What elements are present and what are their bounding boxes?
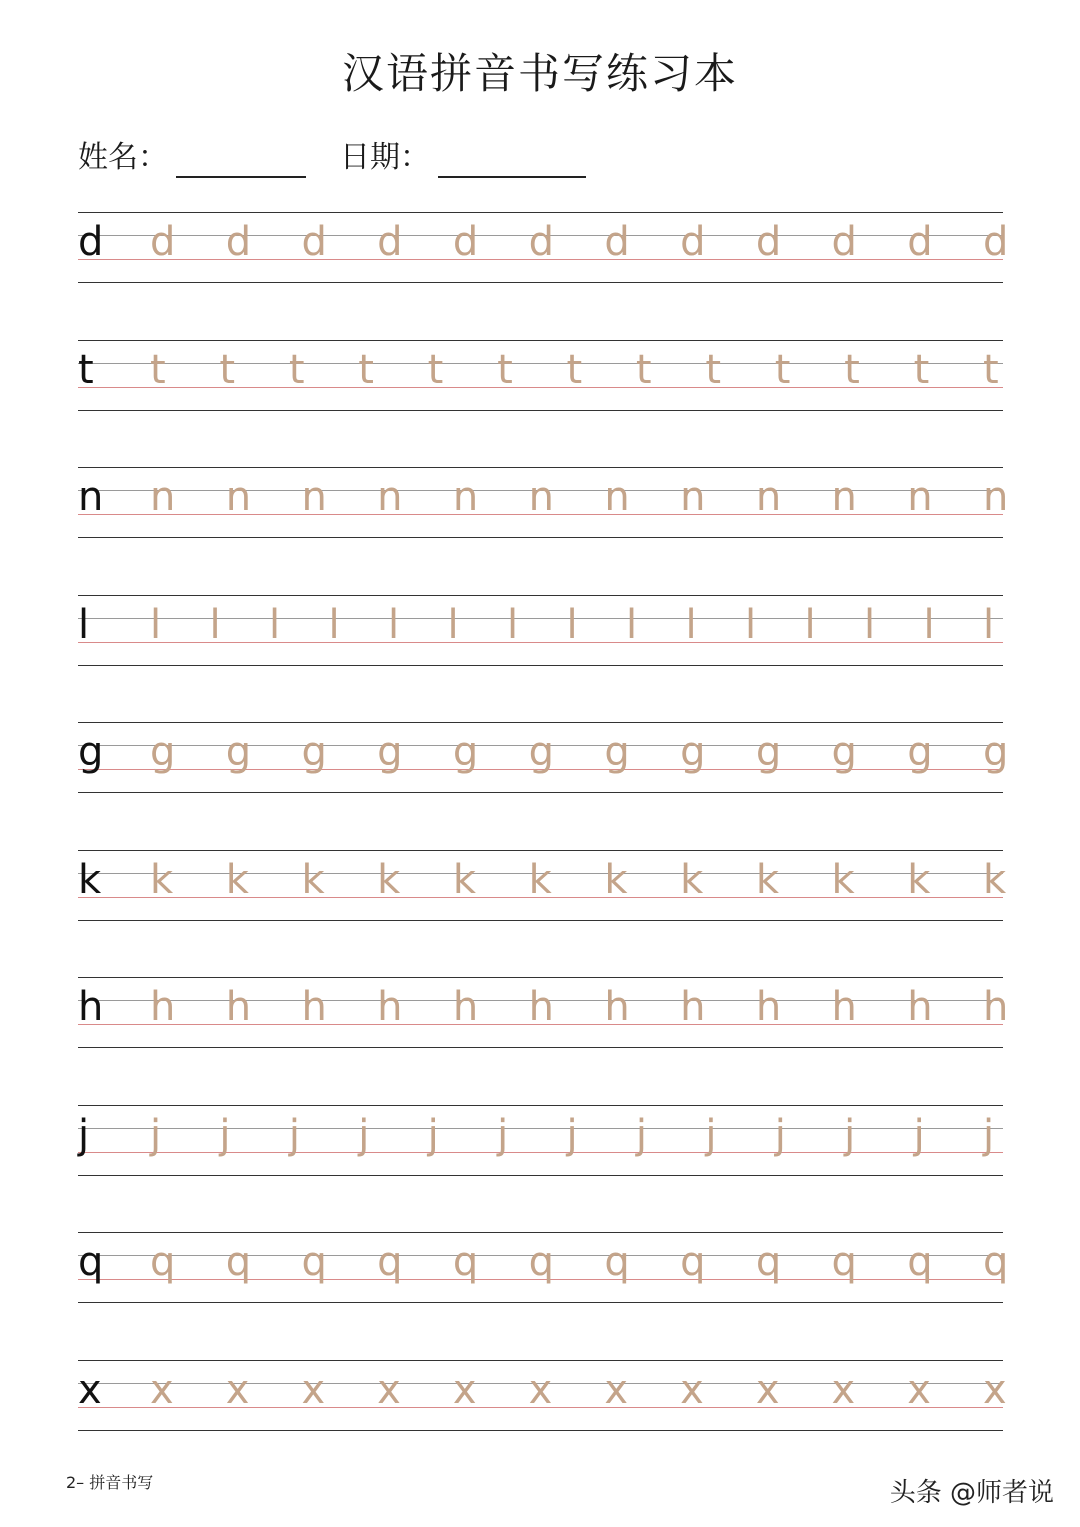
trace-letter[interactable]: t (497, 346, 513, 393)
trace-letter[interactable]: x (983, 1366, 1007, 1413)
guide-line-bot (78, 920, 1003, 921)
trace-letter[interactable]: d (452, 219, 479, 265)
guide-line-bot (78, 1302, 1003, 1303)
guide-line-top (78, 850, 1003, 851)
trace-letter[interactable]: x (528, 1366, 553, 1413)
trace-letter[interactable]: l (566, 601, 578, 648)
guide-line-top (78, 595, 1003, 596)
guide-line-bot (78, 1047, 1003, 1048)
trace-letter[interactable]: h (831, 984, 857, 1030)
trace-letter[interactable]: l (388, 601, 400, 648)
trace-letter[interactable]: k (604, 856, 628, 903)
guide-line-top (78, 722, 1003, 723)
trace-letter[interactable]: x (301, 1366, 326, 1413)
guide-line-top (78, 1232, 1003, 1233)
trace-letter[interactable]: t (635, 346, 652, 393)
practice-row-j (78, 1105, 1003, 1177)
trace-letter[interactable]: j (913, 1111, 925, 1158)
trace-letter[interactable]: k (301, 856, 325, 903)
trace-letter[interactable]: q (907, 1239, 933, 1285)
trace-letter[interactable]: d (755, 219, 782, 265)
trace-letter[interactable]: q (301, 1239, 327, 1285)
guide-line-top (78, 1360, 1003, 1361)
trace-letter[interactable]: l (209, 601, 221, 648)
guide-line-base (78, 1152, 1003, 1153)
trace-letter[interactable]: d (528, 219, 555, 265)
trace-letter[interactable]: h (150, 984, 176, 1030)
trace-letter[interactable]: k (983, 856, 1007, 903)
practice-row-h (78, 977, 1009, 1049)
trace-letter[interactable]: g (604, 729, 630, 775)
trace-letter[interactable]: h (604, 984, 630, 1030)
trace-letter[interactable]: k (831, 856, 855, 903)
trace-letter[interactable]: n (377, 474, 403, 520)
trace-letter[interactable]: d (225, 219, 252, 265)
trace-letter[interactable]: x (225, 1366, 250, 1413)
trace-letter[interactable]: d (680, 219, 706, 265)
trace-letter[interactable]: g (377, 729, 403, 775)
trace-letter[interactable]: d (907, 219, 933, 265)
guide-line-bot (78, 282, 1003, 283)
trace-letter[interactable]: j (219, 1111, 231, 1158)
trace-letter[interactable]: g (983, 729, 1009, 775)
trace-letter[interactable]: n (755, 474, 782, 520)
trace-letter[interactable]: k (755, 856, 779, 903)
trace-letter[interactable]: h (983, 984, 1009, 1030)
model-letter: x (78, 1366, 102, 1413)
trace-letter[interactable]: h (452, 984, 479, 1030)
trace-letter[interactable]: d (301, 219, 327, 265)
trace-letter[interactable]: x (452, 1366, 477, 1413)
trace-letter[interactable]: x (150, 1366, 174, 1413)
trace-letter[interactable]: l (923, 601, 935, 648)
trace-letter[interactable]: g (907, 729, 933, 775)
trace-letter[interactable]: q (528, 1239, 555, 1285)
trace-letter[interactable]: q (755, 1239, 782, 1285)
trace-letter[interactable]: t (705, 346, 722, 393)
trace-letter[interactable]: t (774, 346, 791, 393)
trace-letter[interactable]: j (288, 1111, 300, 1158)
trace-letter[interactable]: l (507, 601, 519, 648)
date-blank[interactable] (438, 148, 586, 178)
model-letter: g (78, 729, 104, 775)
guide-line-top (78, 977, 1003, 978)
guide-line-top (78, 212, 1003, 213)
trace-letter[interactable]: l (804, 601, 816, 648)
trace-letter[interactable]: h (301, 984, 327, 1030)
trace-letter[interactable]: l (983, 601, 995, 648)
date-field (340, 138, 586, 178)
practice-row-d (78, 212, 1009, 284)
trace-letter[interactable]: h (755, 984, 782, 1030)
trace-letter[interactable]: x (755, 1366, 780, 1413)
trace-letter[interactable]: d (377, 219, 403, 265)
trace-letter[interactable]: x (831, 1366, 856, 1413)
watermark: 头条 @师者说 (889, 1478, 1054, 1508)
trace-letter[interactable]: d (604, 219, 630, 265)
guide-line-top (78, 467, 1003, 468)
trace-letter[interactable]: j (705, 1111, 717, 1158)
trace-letter[interactable]: n (680, 474, 706, 520)
model-letter: n (78, 474, 104, 520)
trace-letter[interactable]: k (907, 856, 931, 903)
practice-row-k (78, 850, 1007, 922)
trace-letter[interactable]: t (566, 346, 583, 393)
guide-line-bot (78, 1175, 1003, 1176)
model-letter: d (78, 219, 104, 265)
trace-letter[interactable]: q (604, 1239, 630, 1285)
trace-letter[interactable]: t (219, 346, 236, 393)
trace-letter[interactable]: n (528, 474, 554, 520)
trace-letter[interactable]: q (377, 1239, 403, 1285)
trace-letter[interactable]: j (774, 1111, 786, 1158)
trace-letter[interactable]: k (377, 856, 401, 903)
trace-letter[interactable]: l (447, 601, 459, 648)
trace-letter[interactable]: g (680, 729, 706, 775)
name-blank[interactable] (176, 148, 306, 178)
practice-row-g (78, 722, 1009, 794)
trace-letter[interactable]: g (831, 729, 857, 775)
guide-line-bot (78, 665, 1003, 666)
trace-letter[interactable]: k (528, 856, 552, 903)
page-title: 汉语拼音书写练习本 (341, 49, 738, 98)
model-letter: t (78, 346, 94, 393)
practice-row-t (78, 340, 1003, 412)
trace-letter[interactable]: t (983, 346, 999, 393)
guide-line-bot (78, 1430, 1003, 1431)
trace-letter[interactable]: n (452, 474, 479, 520)
practice-row-l (78, 595, 1003, 667)
date-label: 日期： (340, 140, 430, 175)
trace-letter[interactable]: x (680, 1366, 704, 1413)
model-letter: k (78, 856, 102, 903)
trace-letter[interactable]: k (452, 856, 477, 903)
trace-letter[interactable]: l (626, 601, 638, 648)
trace-letter[interactable]: q (452, 1239, 479, 1285)
trace-letter[interactable]: g (755, 729, 782, 775)
trace-letter[interactable]: k (150, 856, 174, 903)
trace-letter[interactable]: t (358, 346, 374, 393)
trace-letter[interactable]: n (983, 474, 1009, 520)
trace-letter[interactable]: n (604, 474, 630, 520)
trace-letter[interactable]: l (269, 601, 281, 648)
trace-letter[interactable]: g (452, 729, 479, 775)
trace-letter[interactable]: j (635, 1111, 648, 1158)
trace-letter[interactable]: q (831, 1239, 857, 1285)
trace-letter[interactable]: t (427, 346, 444, 393)
trace-letter[interactable]: x (377, 1366, 401, 1413)
guide-line-mid (78, 1128, 1003, 1129)
name-field (78, 138, 306, 178)
trace-letter[interactable]: n (225, 474, 252, 520)
trace-letter[interactable]: j (844, 1111, 856, 1158)
trace-letter[interactable]: n (301, 474, 327, 520)
trace-letter[interactable]: j (427, 1111, 439, 1158)
trace-letter[interactable]: h (907, 984, 933, 1030)
model-letter: l (78, 601, 90, 648)
trace-letter[interactable]: j (497, 1111, 509, 1158)
trace-letter[interactable]: g (301, 729, 327, 775)
trace-letter[interactable]: q (150, 1239, 176, 1285)
guide-line-bot (78, 537, 1003, 538)
page-label: 2– 拼音书写 (66, 1473, 154, 1492)
trace-letter[interactable]: q (983, 1239, 1009, 1285)
trace-letter[interactable]: l (328, 601, 340, 648)
trace-letter[interactable]: l (150, 601, 162, 648)
trace-letter[interactable]: h (377, 984, 403, 1030)
trace-letter[interactable]: k (680, 856, 704, 903)
model-letter: q (78, 1239, 104, 1285)
trace-letter[interactable]: l (864, 601, 876, 648)
trace-letter[interactable]: l (685, 601, 697, 648)
trace-letter[interactable]: x (604, 1366, 629, 1413)
trace-letter[interactable]: j (566, 1111, 578, 1158)
model-letter: j (78, 1111, 90, 1158)
trace-letter[interactable]: l (745, 601, 757, 648)
trace-letter[interactable]: q (680, 1239, 706, 1285)
trace-letter[interactable]: d (150, 219, 176, 265)
trace-letter[interactable]: d (983, 219, 1009, 265)
guide-line-mid (78, 363, 1003, 364)
guide-line-top (78, 1105, 1003, 1106)
model-letter: h (78, 984, 104, 1030)
trace-letter[interactable]: t (150, 346, 166, 393)
guide-line-top (78, 340, 1003, 341)
trace-letter[interactable]: t (844, 346, 860, 393)
trace-letter[interactable]: n (831, 474, 857, 520)
name-label: 姓名： (78, 140, 168, 175)
practice-row-x (78, 1360, 1007, 1432)
trace-letter[interactable]: h (680, 984, 706, 1030)
practice-row-n (78, 467, 1009, 539)
trace-letter[interactable]: n (150, 474, 176, 520)
trace-letter[interactable]: g (150, 729, 176, 775)
guide-line-bot (78, 792, 1003, 793)
trace-letter[interactable]: h (225, 984, 252, 1030)
trace-letter[interactable]: x (907, 1366, 931, 1413)
trace-letter[interactable]: k (225, 856, 249, 903)
trace-letter[interactable]: g (528, 729, 555, 775)
trace-letter[interactable]: d (831, 219, 857, 265)
practice-row-q (78, 1232, 1009, 1304)
trace-letter[interactable]: h (528, 984, 554, 1030)
trace-letter[interactable]: j (150, 1111, 162, 1158)
guide-line-bot (78, 410, 1003, 411)
trace-letter[interactable]: j (983, 1111, 995, 1158)
trace-letter[interactable]: g (225, 729, 252, 775)
guide-line-base (78, 387, 1003, 388)
trace-letter[interactable]: t (288, 346, 305, 393)
trace-letter[interactable]: j (358, 1111, 370, 1158)
trace-letter[interactable]: n (907, 474, 933, 520)
trace-letter[interactable]: t (913, 346, 930, 393)
trace-letter[interactable]: q (225, 1239, 252, 1285)
